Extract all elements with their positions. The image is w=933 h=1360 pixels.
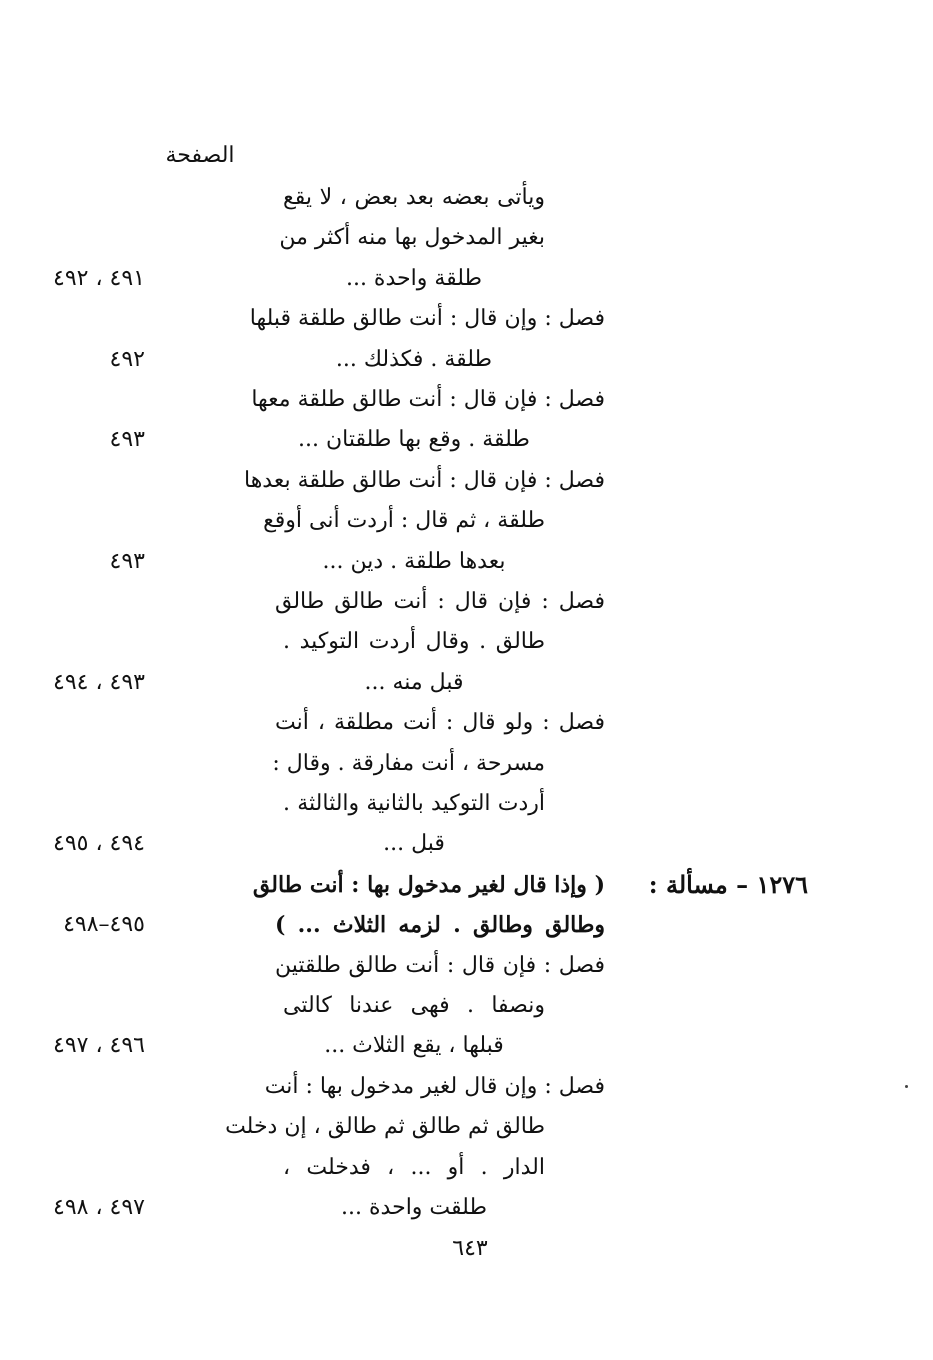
index-entry-line (0, 1026, 933, 1066)
entry-text: طلقة . وقع بها طلقتان ... (298, 427, 530, 453)
page-column-header: الصفحة (165, 143, 235, 168)
entry-page-ref: ٤٩٢ (109, 346, 145, 372)
entry-text: مسرحة ، أنت مفارقة . وقال : (272, 750, 545, 776)
entry-text: الدار . أو ... ، فدخلت ، (283, 1154, 545, 1180)
entry-text: ( وإذا قال لغير مدخول بها : أنت طالق (252, 871, 605, 898)
entry-text: طلقت واحدة ... (341, 1195, 487, 1220)
entry-text: بعدها طلقة . دين ... (322, 548, 506, 574)
entry-text: فصل : فإن قال : أنت طالق طلقة معها (251, 387, 605, 412)
index-entry-line (0, 1188, 933, 1228)
index-entry-line (0, 420, 933, 460)
index-entry-line (0, 986, 933, 1026)
entry-text: بغير المدخول بها منه أكثر من (279, 225, 545, 251)
entry-text: فصل : فإن قال : أنت طالق طلقة بعدها (243, 467, 605, 493)
entry-page-ref: ٤٩٣ ، ٤٩٤ (53, 669, 145, 695)
index-entry-line (0, 663, 933, 703)
entry-text: فصل : فإن قال : أنت طالق طلقتين (275, 952, 605, 978)
entry-text: طلقة . فكذلك ... (335, 346, 493, 372)
entry-text: طلقة ، ثم قال : أردت أنى أوقع (263, 508, 545, 534)
index-entry-line (0, 461, 933, 501)
entry-text: فصل : فإن قال : أنت طالق طالق (275, 589, 605, 614)
index-entry-line (0, 1107, 933, 1147)
entry-page-ref: ٤٩٥–٤٩٨ (63, 912, 145, 938)
index-entry-line (0, 542, 933, 582)
entry-text: وطالق وطالق . لزمه الثلاث ... ) (275, 912, 605, 939)
index-entry-line (0, 865, 933, 905)
entry-text: طالق ثم طالق ثم طالق ، إن دخلت (225, 1114, 545, 1140)
index-entry-line (0, 340, 933, 380)
entry-page-ref: ٤٩٧ ، ٤٩٨ (53, 1195, 145, 1220)
entry-text: طالق . وقال أردت التوكيد . (283, 629, 545, 655)
index-entry-line (0, 582, 933, 622)
entry-text: طلقة واحدة ... (345, 265, 483, 291)
entry-text: فصل : وإن قال لغير مدخول بها : أنت (264, 1073, 605, 1099)
entry-text: قبل منه ... (364, 669, 464, 695)
index-entry-line (0, 703, 933, 743)
index-entry-line (0, 501, 933, 541)
entry-page-ref: ٤٩٦ ، ٤٩٧ (53, 1033, 145, 1059)
entry-page-ref: ٤٩١ ، ٤٩٢ (53, 265, 145, 291)
entry-text: فصل : وإن قال : أنت طالق طلقة قبلها (249, 306, 605, 332)
entry-text: أردت التوكيد بالثانية والثالثة . (283, 791, 545, 816)
index-entry-line (0, 1148, 933, 1188)
issue-number-label: ١٢٧٦ – مسألة : (648, 869, 808, 899)
entry-text: ونصفا . فهى عندنا كالتى (283, 993, 545, 1018)
entry-text: قبلها ، يقع الثلاث ... (324, 1033, 504, 1059)
index-entry-line (0, 178, 933, 218)
index-entry-line (0, 824, 933, 864)
index-entry-line (0, 380, 933, 420)
margin-speck (905, 1085, 908, 1088)
index-entry-line (0, 1067, 933, 1107)
entry-page-ref: ٤٩٣ (109, 427, 145, 453)
entry-text: قبل ... (383, 831, 445, 857)
index-entry-line (0, 259, 933, 299)
entry-page-ref: ٤٩٣ (109, 548, 145, 574)
entry-text: ويأتى بعضه بعد بعض ، لا يقع (283, 185, 545, 210)
index-entry-line (0, 218, 933, 258)
page-number: ٦٤٣ (452, 1236, 488, 1261)
index-entry-line (0, 299, 933, 339)
index-entry-line (0, 946, 933, 986)
index-entry-line (0, 744, 933, 784)
entry-page-ref: ٤٩٤ ، ٤٩٥ (53, 831, 145, 857)
index-entry-line (0, 622, 933, 662)
index-entry-line (0, 784, 933, 824)
entry-text: فصل : ولو قال : أنت مطلقة ، أنت (275, 710, 605, 736)
index-entry-line (0, 905, 933, 945)
